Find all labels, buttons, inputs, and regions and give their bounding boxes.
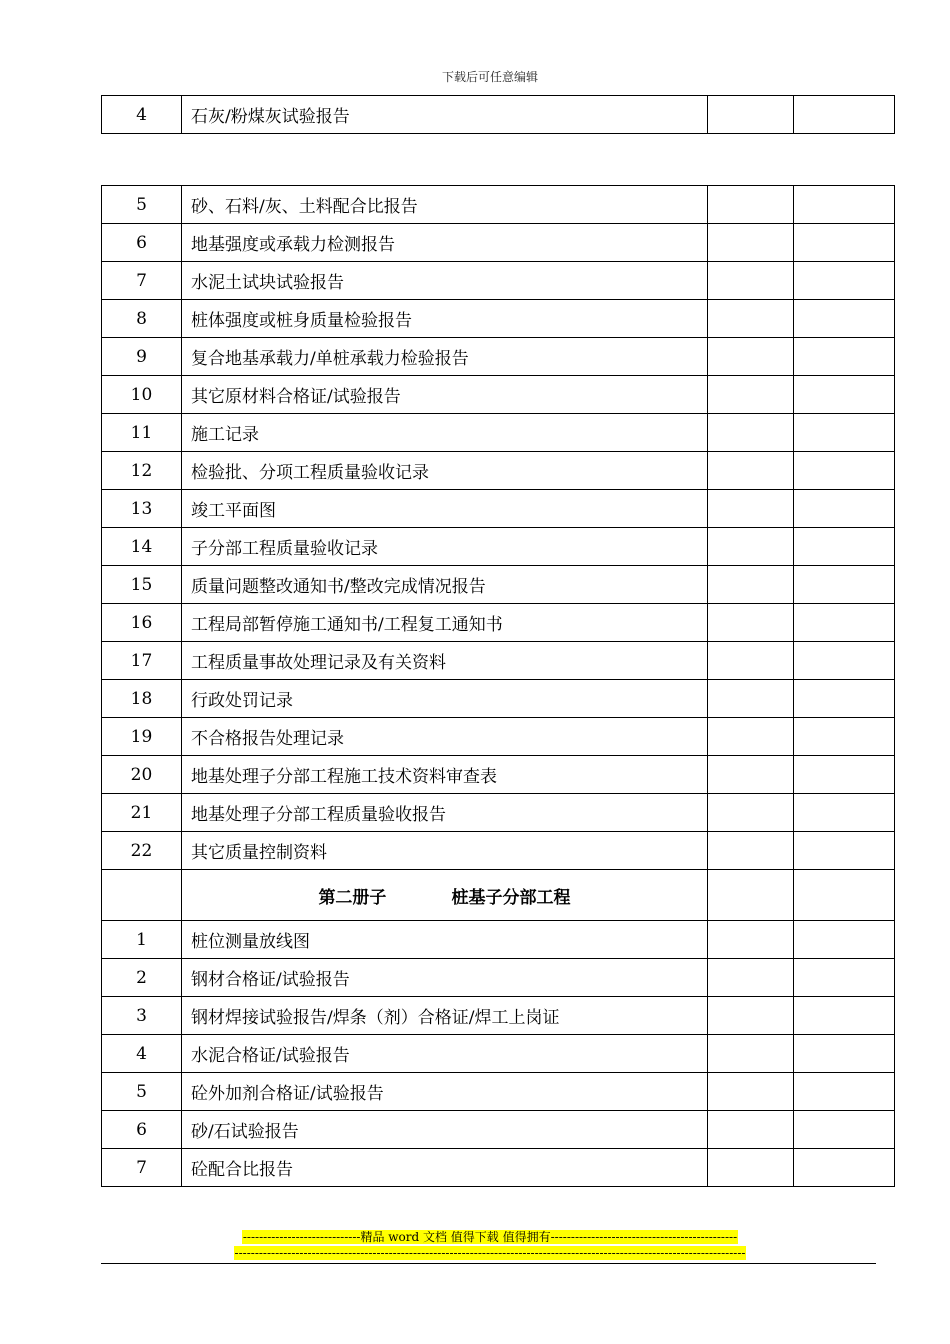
row-item-name: 砂、石料/灰、土料配合比报告 [182,186,708,224]
table-row [102,186,895,224]
row-number: 1 [102,921,182,959]
row-cell-empty [794,756,895,794]
row-cell-empty [794,414,895,452]
row-item-name: 地基处理子分部工程施工技术资料审查表 [182,756,708,794]
row-cell-empty [794,959,895,997]
table-row [102,376,895,414]
row-cell-empty [708,338,794,376]
row-item-name: 子分部工程质量验收记录 [182,528,708,566]
table-row [102,452,895,490]
row-number: 22 [102,832,182,870]
row-number: 10 [102,376,182,414]
row-cell-empty [708,452,794,490]
row-number: 19 [102,718,182,756]
row-item-name: 水泥合格证/试验报告 [182,1035,708,1073]
row-cell-empty [794,224,895,262]
section-number-empty [102,870,182,921]
row-number: 5 [102,186,182,224]
header-note: 下载后可任意编辑 [441,70,538,84]
row-number: 8 [102,300,182,338]
footer-banner-text: -----------------------------精品 word 文档 值得下载 值得拥有---------------------------------------------- [242,1230,738,1244]
table-row [102,604,895,642]
row-number: 15 [102,566,182,604]
row-item-name: 地基强度或承载力检测报告 [182,224,708,262]
row-item-name: 砂/石试验报告 [182,1111,708,1149]
row-cell-empty [794,452,895,490]
table-row [102,718,895,756]
row-item-name: 钢材合格证/试验报告 [182,959,708,997]
row-item-name: 地基处理子分部工程质量验收报告 [182,794,708,832]
document-table-top [101,95,895,134]
row-cell-empty [708,870,794,921]
row-cell-empty [708,680,794,718]
row-cell-empty [708,186,794,224]
row-cell-empty [794,186,895,224]
row-number: 18 [102,680,182,718]
row-number: 11 [102,414,182,452]
row-number: 9 [102,338,182,376]
row-cell-empty [708,528,794,566]
table-row [102,921,895,959]
row-cell-empty [794,604,895,642]
row-item-name: 砼外加剂合格证/试验报告 [182,1073,708,1111]
table-row [102,794,895,832]
row-cell-empty [708,959,794,997]
row-cell-empty [794,1035,895,1073]
row-item-name: 检验批、分项工程质量验收记录 [182,452,708,490]
row-item-name: 其它原材料合格证/试验报告 [182,376,708,414]
row-cell-empty [708,997,794,1035]
row-item-name: 工程局部暂停施工通知书/工程复工通知书 [182,604,708,642]
row-cell-empty [794,921,895,959]
table-row [102,832,895,870]
table-row [102,1111,895,1149]
row-cell-empty [708,832,794,870]
row-number: 17 [102,642,182,680]
row-cell-empty [708,414,794,452]
row-number: 6 [102,224,182,262]
row-cell-empty [794,642,895,680]
table-row [102,96,895,134]
table-row [102,642,895,680]
row-cell-empty [794,1111,895,1149]
row-item-name: 行政处罚记录 [182,680,708,718]
row-item-name: 复合地基承载力/单桩承载力检验报告 [182,338,708,376]
row-number: 4 [102,96,182,134]
row-number: 20 [102,756,182,794]
footer-rule [101,1263,876,1264]
document-table-main [101,185,895,1187]
table-row [102,566,895,604]
row-cell-empty [794,997,895,1035]
row-cell-empty [708,1149,794,1187]
row-number: 5 [102,1073,182,1111]
row-cell-empty [708,262,794,300]
row-cell-empty [708,566,794,604]
row-number: 21 [102,794,182,832]
row-cell-empty [794,96,895,134]
row-number: 3 [102,997,182,1035]
row-cell-empty [794,262,895,300]
row-cell-empty [708,756,794,794]
table-row [102,997,895,1035]
table-row [102,300,895,338]
row-number: 14 [102,528,182,566]
row-cell-empty [708,921,794,959]
row-item-name: 其它质量控制资料 [182,832,708,870]
row-cell-empty [708,96,794,134]
table-row [102,490,895,528]
row-cell-empty [794,566,895,604]
section-title: 第二册子 桩基子分部工程 [182,870,708,921]
table-row [102,224,895,262]
row-cell-empty [794,1073,895,1111]
row-cell-empty [708,718,794,756]
row-item-name: 工程质量事故处理记录及有关资料 [182,642,708,680]
row-cell-empty [708,604,794,642]
row-cell-empty [708,642,794,680]
table-row [102,528,895,566]
table-row [102,680,895,718]
row-cell-empty [794,870,895,921]
footer-banner-dashes: ------------------------------------------------------------------------------------------------------------------------------ [234,1246,746,1260]
table-row [102,1073,895,1111]
row-cell-empty [794,528,895,566]
row-number: 6 [102,1111,182,1149]
table-row [102,1035,895,1073]
row-item-name: 不合格报告处理记录 [182,718,708,756]
row-item-name: 桩位测量放线图 [182,921,708,959]
row-cell-empty [708,1035,794,1073]
row-item-name: 施工记录 [182,414,708,452]
row-item-name: 砼配合比报告 [182,1149,708,1187]
table-row [102,338,895,376]
table-row [102,414,895,452]
row-cell-empty [708,794,794,832]
row-cell-empty [708,376,794,414]
row-number: 7 [102,262,182,300]
row-cell-empty [708,300,794,338]
row-cell-empty [708,1073,794,1111]
row-cell-empty [794,300,895,338]
table-row [102,756,895,794]
row-cell-empty [794,376,895,414]
footer-banner-line2 [0,1245,950,1261]
row-cell-empty [708,1111,794,1149]
row-cell-empty [794,490,895,528]
row-item-name: 竣工平面图 [182,490,708,528]
section-header-row [102,870,895,921]
table-row [102,262,895,300]
table-row [102,1149,895,1187]
row-item-name: 钢材焊接试验报告/焊条（剂）合格证/焊工上岗证 [182,997,708,1035]
row-number: 7 [102,1149,182,1187]
footer-banner-line1 [0,1229,950,1245]
row-cell-empty [794,1149,895,1187]
row-item-name: 石灰/粉煤灰试验报告 [182,96,708,134]
row-number: 2 [102,959,182,997]
row-item-name: 质量问题整改通知书/整改完成情况报告 [182,566,708,604]
row-cell-empty [794,794,895,832]
table-row [102,959,895,997]
row-cell-empty [708,490,794,528]
row-cell-empty [794,832,895,870]
row-item-name: 水泥土试块试验报告 [182,262,708,300]
row-number: 16 [102,604,182,642]
row-cell-empty [794,718,895,756]
row-cell-empty [794,338,895,376]
row-item-name: 桩体强度或桩身质量检验报告 [182,300,708,338]
row-number: 4 [102,1035,182,1073]
row-cell-empty [708,224,794,262]
row-cell-empty [794,680,895,718]
row-number: 13 [102,490,182,528]
row-number: 12 [102,452,182,490]
